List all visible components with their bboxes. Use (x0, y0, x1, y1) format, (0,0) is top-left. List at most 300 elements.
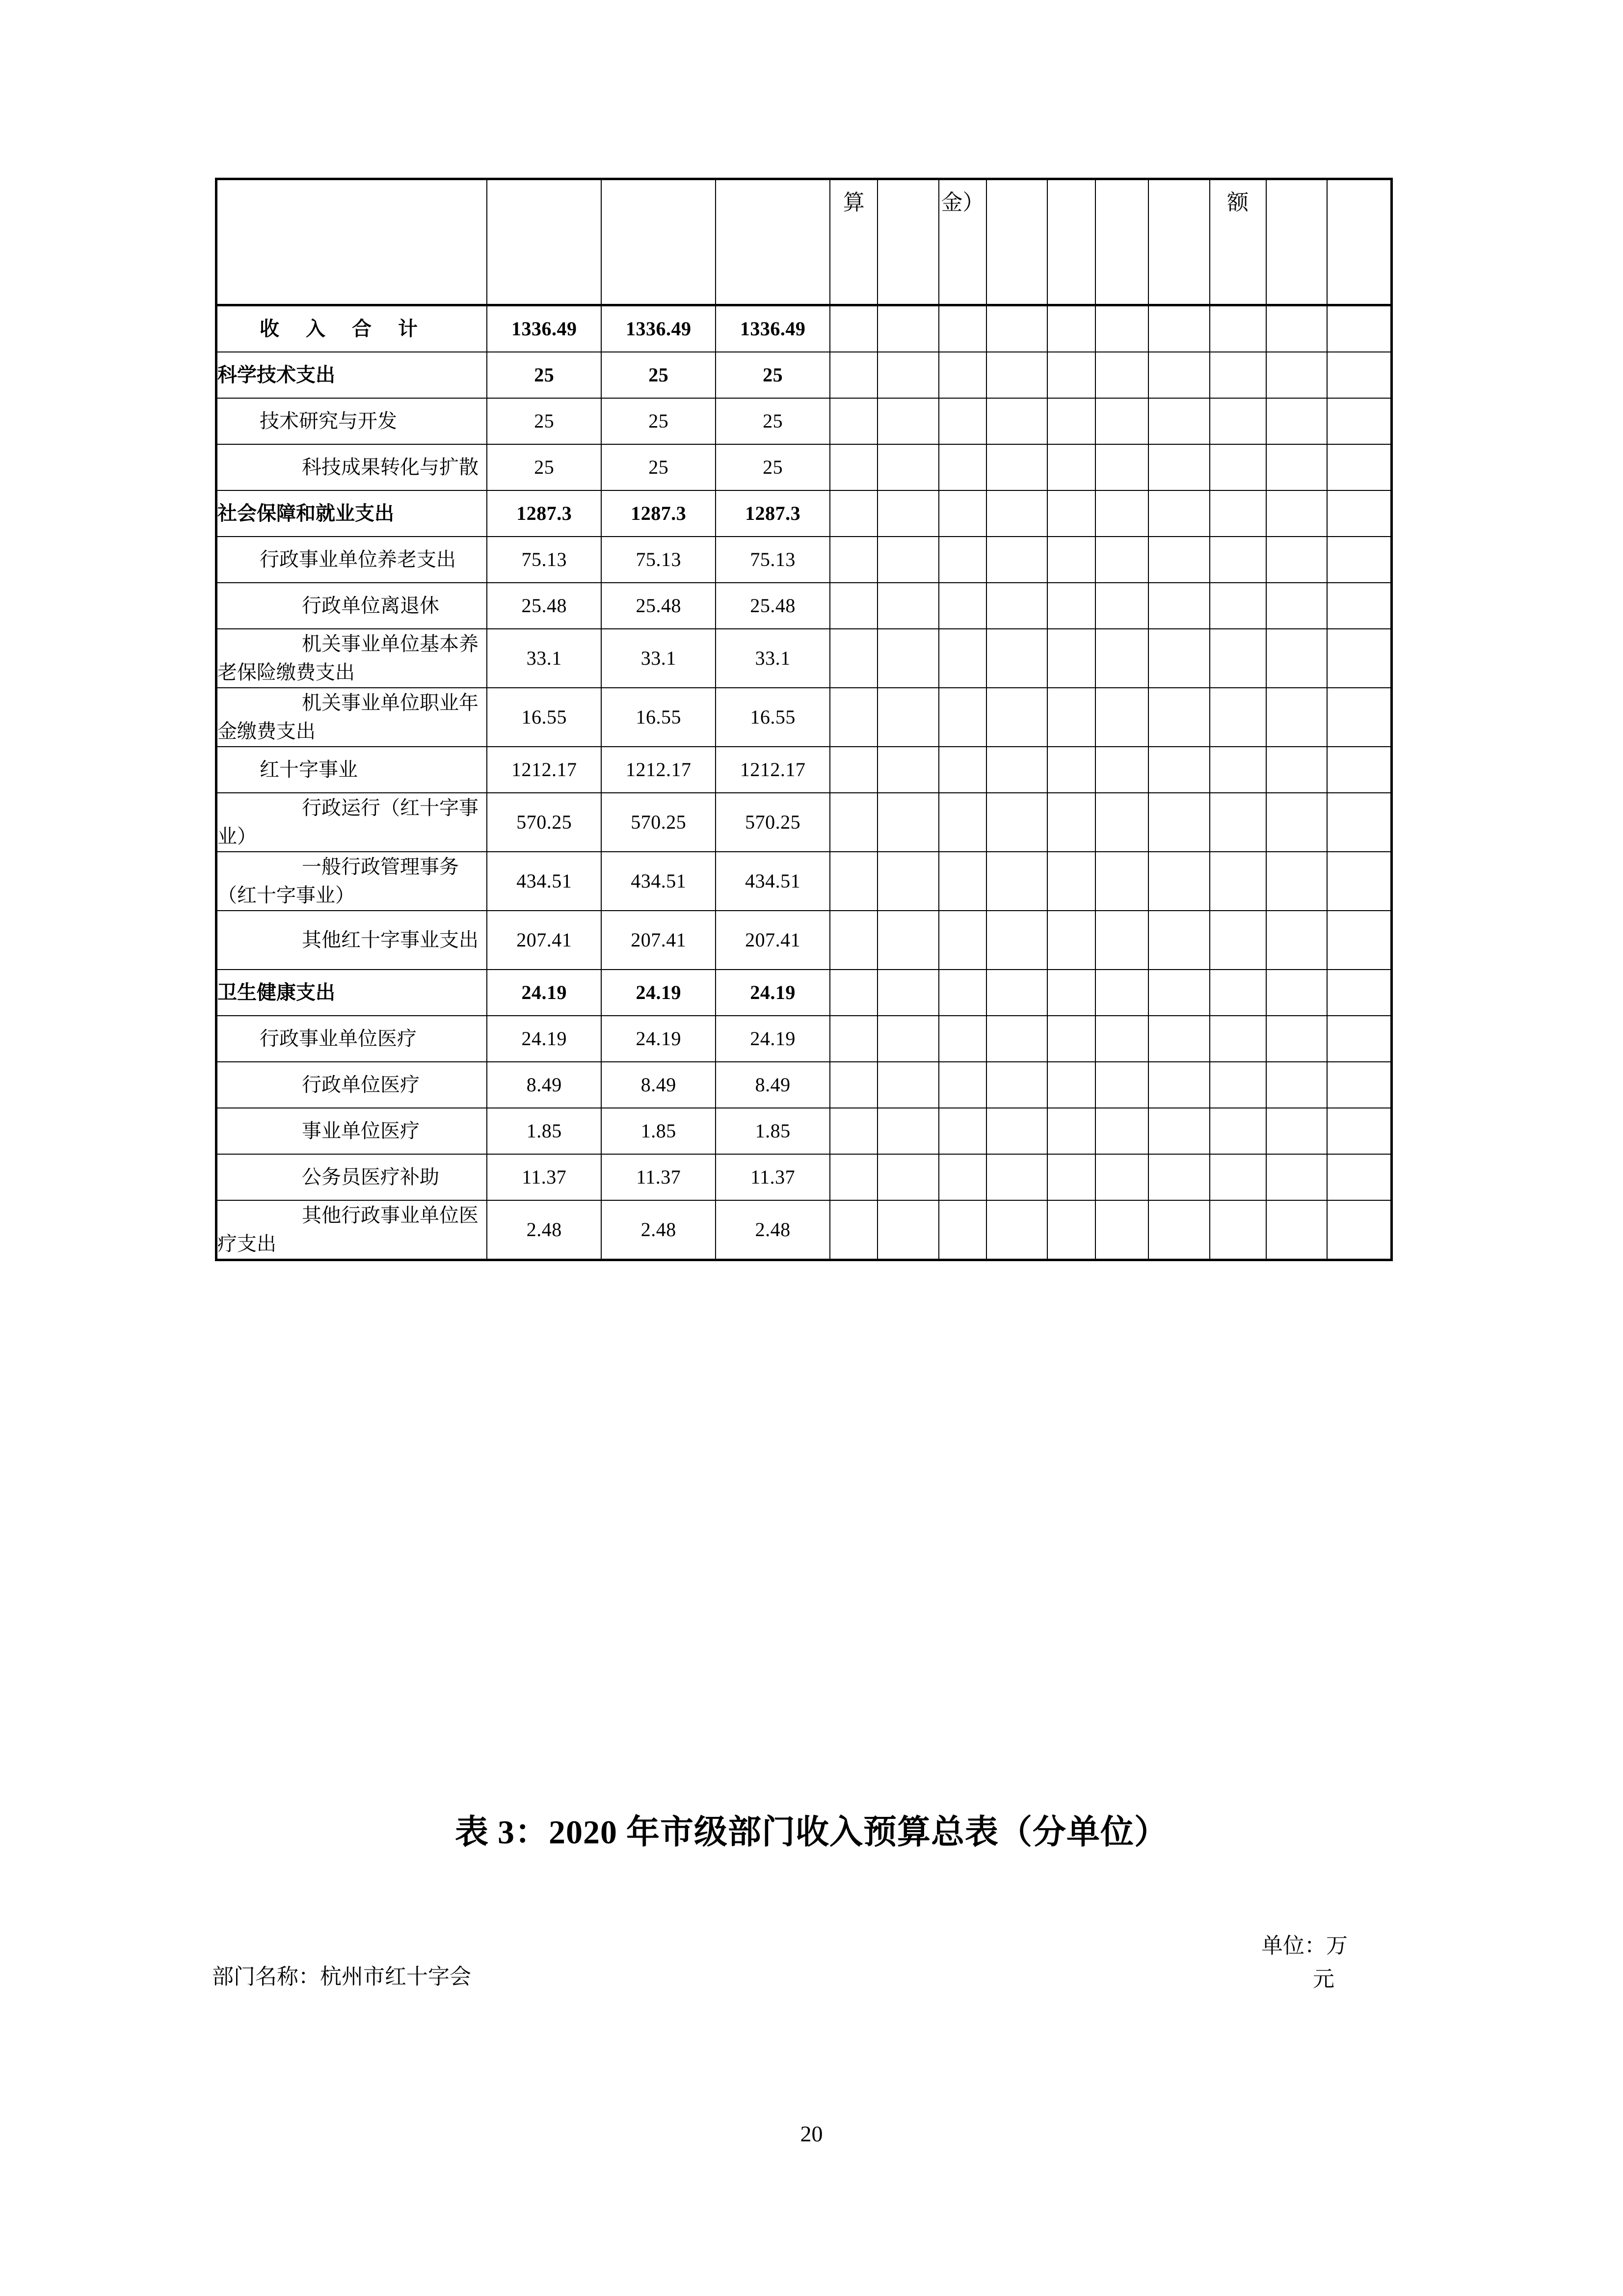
row-value-cell: 25 (487, 398, 601, 444)
row-empty-cell (1266, 398, 1327, 444)
row-empty-cell (878, 583, 938, 629)
row-label-cell (216, 398, 487, 444)
row-value-cell: 1.85 (716, 1108, 830, 1154)
row-empty-cell (986, 444, 1047, 490)
row-empty-cell (1095, 583, 1149, 629)
row-value-cell: 1.85 (487, 1108, 601, 1154)
row-empty-cell (1095, 1200, 1149, 1260)
row-empty-cell (1148, 1108, 1209, 1154)
row-empty-cell (1148, 583, 1209, 629)
header-cell-6 (878, 179, 938, 305)
row-empty-cell (1327, 970, 1391, 1016)
row-empty-cell (1210, 747, 1266, 793)
row-label-cell (216, 1016, 487, 1062)
row-value-cell: 1336.49 (716, 305, 830, 352)
row-label-cell (216, 629, 487, 688)
header-cell-9 (1047, 179, 1095, 305)
row-empty-cell (830, 1016, 878, 1062)
row-empty-cell (1148, 305, 1209, 352)
row-value-cell: 33.1 (716, 629, 830, 688)
row-value-cell: 25 (716, 352, 830, 398)
row-empty-cell (939, 1200, 986, 1260)
row-empty-cell (1095, 629, 1149, 688)
row-empty-cell (1266, 911, 1327, 970)
row-value-cell: 11.37 (716, 1154, 830, 1200)
row-empty-cell (878, 1200, 938, 1260)
row-empty-cell (878, 1108, 938, 1154)
row-empty-cell (1047, 688, 1095, 747)
row-value-cell: 24.19 (716, 970, 830, 1016)
row-empty-cell (878, 688, 938, 747)
row-empty-cell (1266, 1154, 1327, 1200)
row-empty-cell (1095, 1016, 1149, 1062)
row-empty-cell (1266, 852, 1327, 911)
header-cell-label (216, 179, 487, 305)
row-empty-cell (1327, 852, 1391, 911)
table-row (216, 305, 1392, 352)
row-empty-cell (878, 793, 938, 852)
row-label: 公务员医疗补助 (302, 1166, 439, 1188)
row-empty-cell (986, 1016, 1047, 1062)
row-empty-cell (1148, 747, 1209, 793)
row-label: 红十字事业 (260, 758, 358, 781)
row-empty-cell (1148, 629, 1209, 688)
row-empty-cell (1266, 490, 1327, 537)
table-row (216, 1154, 1392, 1200)
row-empty-cell (1327, 1200, 1391, 1260)
row-label-cell (216, 490, 487, 537)
row-empty-cell (1095, 911, 1149, 970)
row-value-cell: 25 (487, 352, 601, 398)
row-label: 行政运行（红十字事业） (217, 797, 479, 847)
row-empty-cell (1210, 583, 1266, 629)
row-empty-cell (1095, 490, 1149, 537)
row-label: 行政事业单位养老支出 (260, 548, 456, 570)
row-empty-cell (1266, 537, 1327, 583)
row-value-cell: 2.48 (716, 1200, 830, 1260)
row-label-cell (216, 583, 487, 629)
row-label-cell (216, 1062, 487, 1108)
table-row (216, 629, 1392, 688)
table-row (216, 1108, 1392, 1154)
row-empty-cell (1266, 583, 1327, 629)
header-cell-4 (716, 179, 830, 305)
row-empty-cell (986, 970, 1047, 1016)
row-label-cell (216, 352, 487, 398)
row-value-cell: 75.13 (487, 537, 601, 583)
row-empty-cell (1327, 688, 1391, 747)
row-empty-cell (1210, 1200, 1266, 1260)
row-empty-cell (878, 444, 938, 490)
row-value-cell: 434.51 (716, 852, 830, 911)
row-empty-cell (1210, 629, 1266, 688)
budget-table (215, 178, 1393, 1261)
row-value-cell: 25 (601, 352, 716, 398)
table-row (216, 688, 1392, 747)
row-label: 其他红十字事业支出 (302, 929, 479, 951)
row-empty-cell (1210, 537, 1266, 583)
row-empty-cell (1210, 490, 1266, 537)
row-empty-cell (878, 852, 938, 911)
header-cell-13 (1266, 179, 1327, 305)
row-empty-cell (830, 1154, 878, 1200)
row-empty-cell (1210, 305, 1266, 352)
row-empty-cell (1327, 490, 1391, 537)
row-empty-cell (830, 537, 878, 583)
row-empty-cell (1210, 444, 1266, 490)
row-label: 收 入 合 计 (260, 318, 428, 340)
row-value-cell: 8.49 (601, 1062, 716, 1108)
row-empty-cell (878, 911, 938, 970)
row-empty-cell (1095, 1062, 1149, 1108)
row-empty-cell (1095, 852, 1149, 911)
row-label-cell (216, 852, 487, 911)
row-value-cell: 25 (716, 398, 830, 444)
row-empty-cell (1210, 1062, 1266, 1108)
row-empty-cell (878, 537, 938, 583)
header-cell-11 (1148, 179, 1209, 305)
row-value-cell: 570.25 (601, 793, 716, 852)
row-empty-cell (1266, 305, 1327, 352)
row-empty-cell (1095, 1154, 1149, 1200)
row-empty-cell (830, 583, 878, 629)
header-fragment-suan: 算 (830, 179, 878, 305)
row-empty-cell (1266, 970, 1327, 1016)
row-empty-cell (1095, 688, 1149, 747)
header-cell-10 (1095, 179, 1149, 305)
row-empty-cell (939, 1016, 986, 1062)
row-label: 机关事业单位基本养老保险缴费支出 (217, 633, 479, 683)
row-empty-cell (1047, 1016, 1095, 1062)
table-row (216, 1200, 1392, 1260)
row-empty-cell (1148, 352, 1209, 398)
row-empty-cell (939, 490, 986, 537)
row-label: 行政单位医疗 (302, 1074, 420, 1096)
row-value-cell: 207.41 (601, 911, 716, 970)
row-empty-cell (1266, 352, 1327, 398)
row-value-cell: 207.41 (716, 911, 830, 970)
row-empty-cell (986, 747, 1047, 793)
row-value-cell: 33.1 (601, 629, 716, 688)
row-empty-cell (1327, 352, 1391, 398)
row-empty-cell (939, 793, 986, 852)
row-empty-cell (1095, 305, 1149, 352)
row-empty-cell (1148, 1200, 1209, 1260)
unit-note (1261, 1929, 1374, 1996)
row-empty-cell (939, 583, 986, 629)
row-label-cell (216, 911, 487, 970)
row-empty-cell (1210, 688, 1266, 747)
row-value-cell: 16.55 (716, 688, 830, 747)
row-empty-cell (1047, 537, 1095, 583)
row-empty-cell (830, 793, 878, 852)
row-empty-cell (1047, 352, 1095, 398)
row-empty-cell (878, 352, 938, 398)
row-empty-cell (986, 490, 1047, 537)
row-label-cell (216, 1154, 487, 1200)
row-empty-cell (939, 398, 986, 444)
row-empty-cell (986, 583, 1047, 629)
row-label-cell (216, 444, 487, 490)
row-empty-cell (1095, 970, 1149, 1016)
row-value-cell: 24.19 (601, 1016, 716, 1062)
row-empty-cell (1266, 1062, 1327, 1108)
row-empty-cell (878, 970, 938, 1016)
row-value-cell: 1287.3 (601, 490, 716, 537)
unit-note-line-2: 元 (1313, 1967, 1334, 1992)
row-value-cell: 16.55 (487, 688, 601, 747)
table-row (216, 583, 1392, 629)
row-empty-cell (986, 305, 1047, 352)
header-fragment-e: 额 (1210, 179, 1266, 305)
row-empty-cell (939, 629, 986, 688)
row-empty-cell (1210, 1016, 1266, 1062)
header-cell-8 (986, 179, 1047, 305)
row-value-cell: 207.41 (487, 911, 601, 970)
row-empty-cell (1327, 1062, 1391, 1108)
row-value-cell: 75.13 (601, 537, 716, 583)
row-empty-cell (939, 911, 986, 970)
row-empty-cell (1210, 1108, 1266, 1154)
row-empty-cell (1047, 398, 1095, 444)
row-label: 事业单位医疗 (302, 1120, 420, 1142)
row-empty-cell (1148, 1016, 1209, 1062)
row-empty-cell (1210, 911, 1266, 970)
row-empty-cell (1210, 1154, 1266, 1200)
row-value-cell: 570.25 (487, 793, 601, 852)
row-empty-cell (1327, 1108, 1391, 1154)
row-empty-cell (1327, 444, 1391, 490)
table-row (216, 537, 1392, 583)
row-empty-cell (1095, 537, 1149, 583)
page-title: 表 3：2020 年市级部门收入预算总表（分单位） (454, 1813, 1168, 1851)
row-value-cell: 24.19 (716, 1016, 830, 1062)
header-cell-3 (601, 179, 716, 305)
row-label: 社会保障和就业支出 (217, 502, 394, 524)
row-empty-cell (1047, 490, 1095, 537)
row-empty-cell (986, 1108, 1047, 1154)
row-value-cell: 25 (487, 444, 601, 490)
row-empty-cell (1210, 398, 1266, 444)
row-empty-cell (830, 629, 878, 688)
row-empty-cell (1266, 1016, 1327, 1062)
page-number: 20 (800, 2121, 823, 2146)
row-label-cell (216, 537, 487, 583)
row-value-cell: 2.48 (487, 1200, 601, 1260)
row-empty-cell (830, 970, 878, 1016)
row-value-cell: 1212.17 (716, 747, 830, 793)
row-empty-cell (1266, 629, 1327, 688)
row-empty-cell (1047, 444, 1095, 490)
row-value-cell: 25 (601, 444, 716, 490)
budget-table-container (215, 178, 1393, 1261)
row-empty-cell (1148, 793, 1209, 852)
row-label: 技术研究与开发 (260, 410, 397, 432)
table-row (216, 398, 1392, 444)
row-empty-cell (1327, 398, 1391, 444)
row-empty-cell (1047, 629, 1095, 688)
row-value-cell: 11.37 (487, 1154, 601, 1200)
row-empty-cell (939, 1154, 986, 1200)
header-cell-14 (1327, 179, 1391, 305)
row-empty-cell (1266, 1108, 1327, 1154)
row-empty-cell (1266, 747, 1327, 793)
table-row (216, 911, 1392, 970)
row-empty-cell (878, 629, 938, 688)
row-label: 行政单位离退休 (302, 594, 439, 617)
row-label-cell (216, 1108, 487, 1154)
row-empty-cell (939, 970, 986, 1016)
row-value-cell: 25.48 (601, 583, 716, 629)
row-empty-cell (830, 747, 878, 793)
row-empty-cell (986, 1154, 1047, 1200)
row-empty-cell (1148, 398, 1209, 444)
row-empty-cell (1148, 1062, 1209, 1108)
row-value-cell: 8.49 (487, 1062, 601, 1108)
row-empty-cell (830, 1108, 878, 1154)
row-empty-cell (986, 537, 1047, 583)
row-empty-cell (1047, 970, 1095, 1016)
row-empty-cell (830, 1062, 878, 1108)
row-value-cell: 1287.3 (716, 490, 830, 537)
row-value-cell: 25 (716, 444, 830, 490)
row-label: 一般行政管理事务（红十字事业） (217, 856, 459, 906)
row-value-cell: 24.19 (487, 970, 601, 1016)
row-empty-cell (1095, 352, 1149, 398)
row-empty-cell (1047, 1154, 1095, 1200)
row-empty-cell (939, 747, 986, 793)
row-empty-cell (1148, 970, 1209, 1016)
row-empty-cell (1210, 793, 1266, 852)
row-empty-cell (1095, 747, 1149, 793)
row-value-cell: 1212.17 (601, 747, 716, 793)
row-empty-cell (939, 352, 986, 398)
row-empty-cell (986, 793, 1047, 852)
row-empty-cell (1148, 911, 1209, 970)
row-empty-cell (1148, 852, 1209, 911)
row-value-cell: 24.19 (601, 970, 716, 1016)
row-value-cell: 75.13 (716, 537, 830, 583)
row-empty-cell (1210, 852, 1266, 911)
row-empty-cell (986, 629, 1047, 688)
row-value-cell: 434.51 (601, 852, 716, 911)
row-empty-cell (1095, 793, 1149, 852)
row-empty-cell (1148, 490, 1209, 537)
row-label: 科学技术支出 (217, 364, 335, 386)
row-empty-cell (986, 911, 1047, 970)
row-empty-cell (830, 911, 878, 970)
row-empty-cell (986, 852, 1047, 911)
row-empty-cell (1095, 398, 1149, 444)
row-label: 科技成果转化与扩散 (302, 456, 479, 478)
department-name-label: 部门名称：杭州市红十字会 (212, 1965, 471, 1989)
row-empty-cell (1327, 1154, 1391, 1200)
row-empty-cell (878, 490, 938, 537)
table-row (216, 352, 1392, 398)
row-empty-cell (1148, 537, 1209, 583)
row-label-cell (216, 688, 487, 747)
row-empty-cell (939, 305, 986, 352)
row-value-cell: 1212.17 (487, 747, 601, 793)
row-empty-cell (1210, 970, 1266, 1016)
row-empty-cell (1266, 793, 1327, 852)
row-value-cell: 8.49 (716, 1062, 830, 1108)
row-empty-cell (986, 398, 1047, 444)
row-empty-cell (878, 1016, 938, 1062)
row-value-cell: 25.48 (716, 583, 830, 629)
table-row (216, 852, 1392, 911)
row-empty-cell (1148, 444, 1209, 490)
row-empty-cell (1327, 1016, 1391, 1062)
table-row (216, 490, 1392, 537)
table-row (216, 444, 1392, 490)
budget-table-body (216, 179, 1392, 1260)
row-empty-cell (1210, 352, 1266, 398)
row-empty-cell (1095, 444, 1149, 490)
row-empty-cell (1327, 583, 1391, 629)
row-value-cell: 16.55 (601, 688, 716, 747)
row-value-cell: 1336.49 (601, 305, 716, 352)
row-empty-cell (1327, 305, 1391, 352)
row-empty-cell (878, 305, 938, 352)
unit-note-line-1: 单位：万 (1261, 1934, 1348, 1958)
row-value-cell: 1336.49 (487, 305, 601, 352)
row-empty-cell (878, 747, 938, 793)
row-label: 行政事业单位医疗 (260, 1027, 417, 1050)
row-empty-cell (830, 688, 878, 747)
row-label: 其他行政事业单位医疗支出 (217, 1204, 479, 1255)
row-empty-cell (830, 852, 878, 911)
row-empty-cell (1047, 747, 1095, 793)
row-empty-cell (830, 398, 878, 444)
row-label: 卫生健康支出 (217, 981, 335, 1003)
row-empty-cell (830, 444, 878, 490)
row-empty-cell (986, 352, 1047, 398)
header-fragment-jin: 金） (939, 179, 986, 305)
row-empty-cell (986, 688, 1047, 747)
row-label: 机关事业单位职业年金缴费支出 (217, 692, 479, 742)
table-row (216, 747, 1392, 793)
row-empty-cell (1047, 1062, 1095, 1108)
row-value-cell: 11.37 (601, 1154, 716, 1200)
row-value-cell: 25 (601, 398, 716, 444)
row-empty-cell (1047, 305, 1095, 352)
row-empty-cell (878, 1062, 938, 1108)
row-empty-cell (1047, 911, 1095, 970)
row-value-cell: 25.48 (487, 583, 601, 629)
row-empty-cell (939, 444, 986, 490)
row-empty-cell (986, 1062, 1047, 1108)
row-empty-cell (1047, 793, 1095, 852)
row-empty-cell (939, 1108, 986, 1154)
row-empty-cell (1266, 688, 1327, 747)
row-value-cell: 33.1 (487, 629, 601, 688)
row-value-cell: 24.19 (487, 1016, 601, 1062)
row-empty-cell (878, 398, 938, 444)
row-empty-cell (939, 688, 986, 747)
row-empty-cell (1047, 1200, 1095, 1260)
row-empty-cell (939, 852, 986, 911)
row-value-cell: 434.51 (487, 852, 601, 911)
table-row (216, 793, 1392, 852)
row-empty-cell (1327, 629, 1391, 688)
row-empty-cell (1327, 747, 1391, 793)
row-label-cell (216, 305, 487, 352)
row-empty-cell (986, 1200, 1047, 1260)
row-empty-cell (1148, 1154, 1209, 1200)
row-label-cell (216, 747, 487, 793)
row-label-cell (216, 970, 487, 1016)
